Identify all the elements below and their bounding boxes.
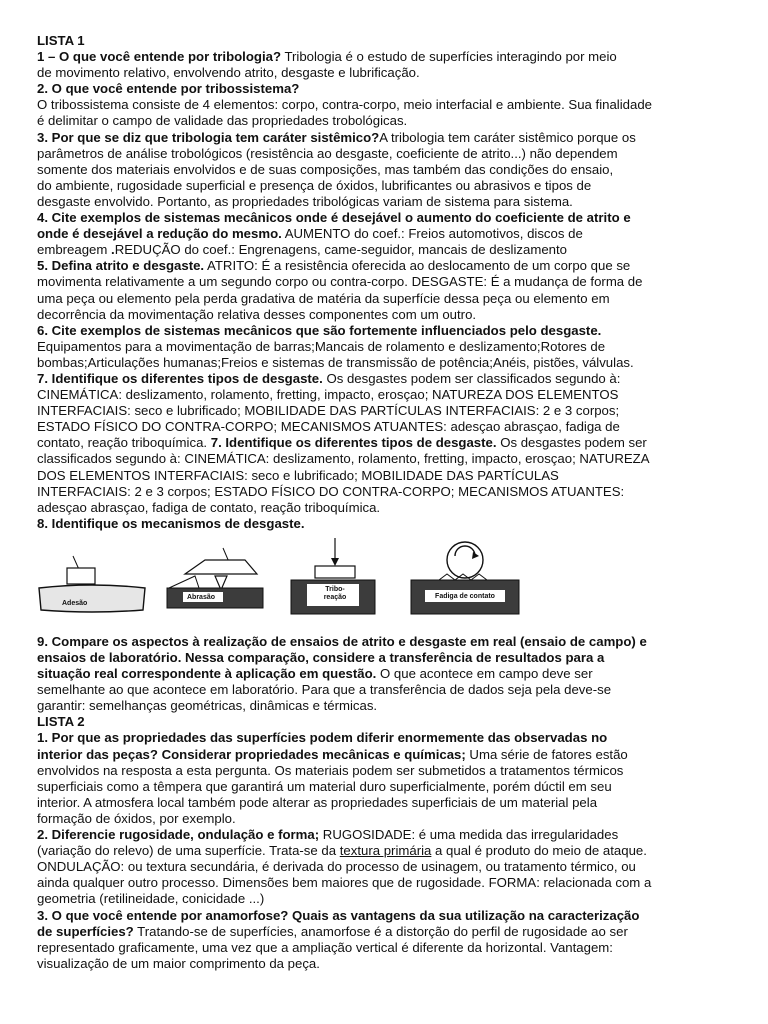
wear-mechanisms-figure	[37, 536, 737, 630]
question-2: 2. O que você entende por tribossistema? O tribossistema consiste de 4 elementos: corpo, contra-corpo, meio interfacial e ambiente. Sua finalidade é delimitar o campo de validade das propriedades trobológicas.	[37, 81, 653, 129]
tribochemical-label: Tribo- reação	[323, 585, 347, 601]
list-2-title: LISTA 2	[37, 714, 85, 730]
list-2-question-3: 3. O que você entende por anamorfose? Quais as vantagens da sua utilização na caracterização de superfícies? Tratando-se de superfícies, anamorfose é a distorção do perfil de rugosidade ao ser representado graficamente, uma vez que a ampliação vertical é diferente da horizontal. Vantagem: visualização de um maior comprimento da peça.	[37, 907, 640, 971]
question-8: 8. Identifique os mecanismos de desgaste.	[37, 515, 305, 531]
question-3: 3. Por que se diz que tribologia tem caráter sistêmico?A tribologia tem caráter sistêmico porque os parâmetros de análise trobológicos (resistência ao desgaste, coeficiente de atrito...) não dependem somente dos materiais envolvidos e de suas composições, mas também das condições do ensaio, do ambiente, rugosidade superficial e presença de óxidos, lubrificantes ou abrasivos e tipos de desgaste envolvido. Portanto, as propriedades tribológicas variam de sistema para sistema.	[37, 129, 636, 209]
question-7: 7. Identifique os diferentes tipos de desgaste. Os desgastes podem ser classificados segundo à: CINEMÁTICA: deslizamento, rolamento, fretting, impacto, erosçao; NATUREZA DOS ELEMENTOS INTERFACIAIS: seco e lubrificado; MOBILIDADE DAS PARTÍCULAS INTERFACIAIS: 2 e 3 corpos; ESTADO FÍSICO DO CONTRA-CORPO; MECANISMOS ATUANTES: adesçao abrasçao, fadiga de contato, reação triboquímica. 7. Identifique os diferentes tipos de desgaste. Os desgastes podem ser classificados segundo à: CINEMÁTICA: deslizamento, rolamento, fretting, impacto, erosçao; NATUREZA DOS ELEMENTOS INTERFACIAIS: seco e lubrificado; MOBILIDADE DAS PARTÍCULAS INTERFACIAIS: 2 e 3 corpos; ESTADO FÍSICO DO CONTRA-CORPO; MECANISMOS ATUANTES: adesçao abrasçao, fadiga de contato, reação triboquímica.	[37, 370, 650, 515]
question-6: 6. Cite exemplos de sistemas mecânicos que são fortemente influenciados pelo desgaste. Equipamentos para a movimentação de barras;Mancais de rolamento e deslizamento;Rotores de bombas;Articulações humanas;Freios e sistemas de transmissão de potência;Anéis, pistões, válvulas.	[37, 322, 634, 370]
question-9: 9. Compare os aspectos à realização de ensaios de atrito e desgaste em real (ensaio de campo) e ensaios de laboratório. Nessa comparação, considere a transferência de resultados para a situação real correspondente à aplicação em questão. O que acontece em campo deve ser semelhante ao que acontece em laboratório. Para que a transferência de dados seja pela deve-se garantir: semelhanças geométricas, dinâmicas e térmicas.	[37, 633, 647, 714]
document-page	[37, 33, 737, 972]
contact-fatigue-label: Fadiga de contato	[435, 592, 495, 600]
adhesion-label: Adesão	[62, 599, 88, 607]
question-5: 5. Defina atrito e desgaste. ATRITO: É a resistência oferecida ao deslocamento de um corpo que se movimenta relativamente a um segundo corpo ou contra-corpo. DESGASTE: É a mudança de forma de uma peça ou elemento pela perda gradativa de matéria da superfície dessa peça ou elemento em decorrência da movimentação relativa desses componentes com um outro.	[37, 258, 643, 322]
abrasion-label: Abrasão	[187, 593, 216, 601]
tribochemical-diagram	[287, 536, 377, 618]
underlined-term: textura primária	[339, 843, 432, 859]
abrasion-diagram	[165, 546, 265, 616]
adhesion-diagram	[37, 554, 147, 614]
list-2-question-2: 2. Diferencie rugosidade, ondulação e forma; RUGOSIDADE: é uma medida das irregularidades (variação do relevo) de uma superfície. Trata-se da textura primária a qual é produto do meio de ataque. ONDULAÇÃO: ou textura secundária, é derivada do processo de usinagem, ou tratamento térmico, ou ainda qualquer outro processo. Dimensões bem maiores que de rugosidade. FORMA: relacionada com a geometria (retilineidade, conicidade ...)	[37, 827, 652, 907]
list-1-title: LISTA 1	[37, 33, 85, 48]
list-2-question-1: 1. Por que as propriedades das superfícies podem diferir enormemente das observadas no interior das peças? Considerar propriedades mecânicas e químicas; Uma série de fatores estão envolvidos na resposta a esta pergunta. Os materiais podem ser submetidos a tratamentos térmicos superficiais como a têmpera que garantirá um material duro superficialmente, porém dúctil em seu interior. A atmosfera local também pode alterar as propriedades superficiais de um material pela formação de óxidos, por exemplo.	[37, 730, 628, 826]
contact-fatigue-diagram	[409, 538, 521, 620]
question-1: 1 – O que você entende por tribologia? Tribologia é o estudo de superfícies interagindo por meio de movimento relativo, envolvendo atrito, desgaste e lubrificação.	[37, 49, 617, 81]
question-4: 4. Cite exemplos de sistemas mecânicos onde é desejável o aumento do coeficiente de atrito e onde é desejável a redução do mesmo. AUMENTO do coef.: Freios automotivos, discos de embreagem .REDUÇÃO do coef.: Engrenagens, came-seguidor, mancais de deslizamento	[37, 210, 631, 258]
